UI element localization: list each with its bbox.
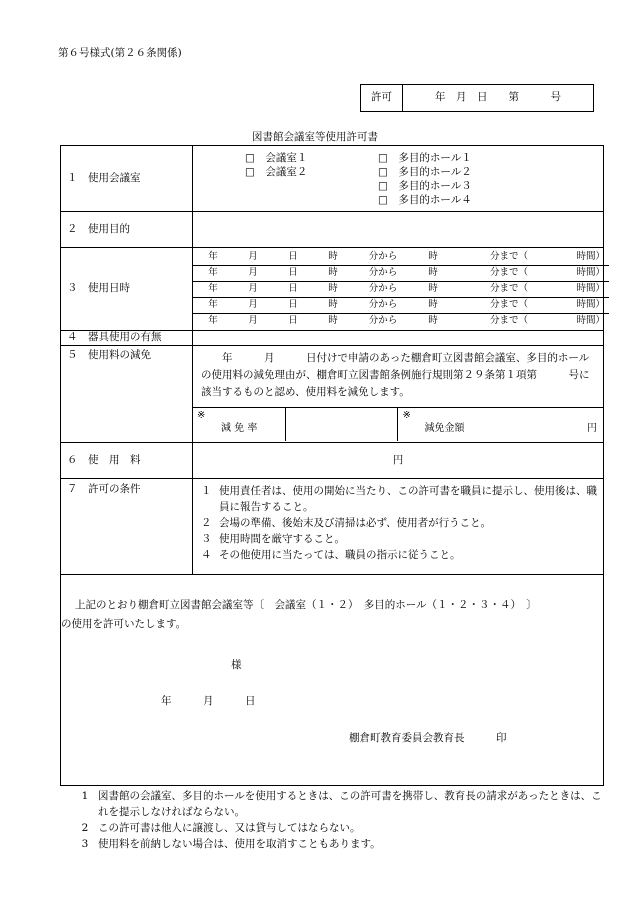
datetime-cell[interactable]: 日 — [288, 314, 298, 326]
document-title: 図書館会議室等使用許可書 — [252, 131, 378, 143]
condition-number: ３ — [201, 533, 212, 545]
reduction-label: ５ 使用料の減免 — [61, 346, 193, 443]
datetime-cell[interactable]: 時間） — [528, 250, 609, 266]
datetime-cell[interactable]: 月 — [233, 281, 273, 297]
note-item — [72, 788, 612, 820]
datetime-cell[interactable]: 時間） — [576, 314, 605, 326]
approval-section — [61, 575, 604, 786]
reduction-rate-label: 減 免 率 — [221, 423, 258, 434]
datetime-cell[interactable]: 分から — [353, 297, 413, 313]
fee-unit: 円 — [392, 453, 404, 466]
datetime-cell[interactable]: 分まで（ — [453, 281, 528, 297]
datetime-grid-cell — [193, 248, 604, 331]
datetime-cell[interactable]: 月 — [233, 297, 273, 313]
datetime-cell[interactable]: 日 — [273, 297, 313, 313]
datetime-cell[interactable]: 分まで（ — [453, 265, 528, 281]
room-label: １ 使用会議室 — [61, 146, 193, 212]
reduction-rate-mark: ※ — [197, 410, 206, 421]
datetime-row — [193, 265, 609, 281]
note-number: 3 — [81, 838, 89, 850]
condition-text: その他使用に当たっては、職員の指示に従うこと。 — [219, 549, 461, 561]
addressee-suffix: 様 — [231, 659, 242, 671]
room-options-col1 — [245, 151, 378, 207]
reduction-amount-cell — [398, 408, 603, 442]
datetime-cell[interactable]: 時 — [413, 265, 453, 281]
datetime-cell[interactable]: 時 — [413, 281, 453, 297]
condition-number: ４ — [201, 549, 212, 561]
equipment-field[interactable] — [193, 331, 604, 346]
condition-text: 会場の準備、後始末及び清掃は必ず、使用者が行うこと。 — [219, 517, 492, 529]
datetime-cell[interactable]: 時 — [428, 314, 438, 326]
condition-number: ２ — [201, 517, 212, 529]
condition-number: １ — [201, 485, 212, 497]
datetime-cell[interactable]: 時 — [413, 250, 453, 266]
datetime-cell[interactable]: 年 — [193, 281, 233, 297]
conditions-label: ７ 許可の条件 — [61, 479, 193, 575]
condition-item — [201, 531, 597, 547]
reduction-amount-mark: ※ — [402, 410, 411, 421]
datetime-cell[interactable]: 月 — [248, 314, 258, 326]
equipment-label: ４ 器具使用の有無 — [61, 331, 193, 346]
room-option-conference-1[interactable]: □ 会議室１ — [245, 151, 308, 164]
note-item — [72, 820, 612, 836]
datetime-cell[interactable]: 時 — [328, 314, 338, 326]
purpose-field[interactable] — [193, 212, 604, 248]
datetime-cell[interactable]: 年 — [208, 314, 218, 326]
datetime-cell[interactable]: 年 — [193, 297, 233, 313]
approval-statement-line2: の使用を許可いたします。 — [61, 618, 187, 630]
reduction-amount-label: 減免金額 — [424, 423, 465, 434]
datetime-row — [193, 297, 609, 313]
room-option-hall-1[interactable]: □ 多目的ホール１ — [378, 151, 472, 164]
datetime-cell[interactable]: 時 — [313, 297, 353, 313]
note-number: 1 — [81, 790, 89, 802]
condition-item — [201, 547, 597, 563]
reduction-grid — [193, 407, 603, 441]
room-options-col2 — [378, 151, 511, 207]
note-text: 使用料を前納しない場合は、使用を取消すこともあります。 — [98, 838, 381, 850]
issuer-seal: 棚倉町教育委員会教育長 印 — [349, 732, 507, 744]
datetime-cell[interactable]: 月 — [233, 265, 273, 281]
condition-text: 使用時間を厳守すること。 — [219, 533, 345, 545]
datetime-cell[interactable]: 日 — [273, 265, 313, 281]
datetime-row — [193, 313, 609, 329]
datetime-cell[interactable]: 時間） — [528, 265, 609, 281]
purpose-label: ２ 使用目的 — [61, 212, 193, 248]
datetime-cell[interactable]: 日 — [273, 281, 313, 297]
datetime-label: ３ 使用日時 — [61, 248, 193, 331]
reduction-rate-cell — [193, 408, 285, 442]
note-number: 2 — [81, 822, 89, 834]
datetime-cell[interactable]: 分から — [353, 281, 413, 297]
datetime-cell[interactable]: 時間） — [528, 281, 609, 297]
note-text: この許可書は他人に譲渡し、又は貸与してはならない。 — [98, 822, 361, 834]
datetime-cell[interactable]: 分から — [368, 314, 398, 326]
datetime-cell[interactable]: 分から — [353, 265, 413, 281]
room-option-conference-2[interactable]: □ 会議室２ — [245, 165, 308, 178]
room-options — [193, 146, 604, 212]
datetime-cell[interactable]: 時間） — [528, 297, 609, 313]
reduction-text: 年 月 日付けで申請のあった棚倉町立図書館会議室、多目的ホールの使用料の減免理由が、棚倉町立図書館条例施行規則第２９条第１項第 号に該当するものと認め、使用料を減免します。 — [201, 352, 590, 398]
datetime-cell[interactable]: 分まで（ — [489, 314, 528, 326]
datetime-row — [193, 250, 609, 266]
form-number: 第６号様式(第２６条関係) — [58, 47, 182, 59]
fee-field[interactable] — [193, 443, 604, 479]
permit-form-table — [60, 145, 604, 786]
datetime-row — [193, 281, 609, 297]
datetime-cell[interactable]: 年 — [193, 250, 233, 266]
room-option-hall-4[interactable]: □ 多目的ホール４ — [378, 193, 472, 206]
approval-statement-line1: 上記のとおり棚倉町立図書館会議室等〔 会議室（１・２） 多目的ホール（１・２・３・４） 〕 — [75, 599, 537, 611]
room-option-hall-3[interactable]: □ 多目的ホール３ — [378, 179, 472, 192]
conditions-cell — [193, 479, 604, 575]
datetime-cell[interactable]: 日 — [273, 250, 313, 266]
datetime-cell[interactable]: 時 — [413, 297, 453, 313]
permit-date-fields: 年 月 日 第 号 — [403, 85, 594, 112]
datetime-cell[interactable]: 分まで（ — [453, 250, 528, 266]
condition-item — [201, 483, 597, 515]
datetime-cell[interactable]: 月 — [233, 250, 273, 266]
datetime-cell[interactable]: 分から — [353, 250, 413, 266]
permit-box — [360, 84, 594, 112]
datetime-cell[interactable]: 時 — [313, 250, 353, 266]
notes-list — [72, 788, 612, 852]
note-text: 図書館の会議室、多目的ホールを使用するときは、この許可書を携帯し、教育長の請求があったときは、これを提示しなければならない。 — [98, 790, 602, 818]
reduction-rate-value[interactable] — [285, 408, 398, 442]
condition-text: 使用責任者は、使用の開始に当たり、この許可書を職員に提示し、使用後は、職員に報告すること。 — [219, 485, 597, 513]
datetime-grid — [193, 250, 609, 329]
room-option-hall-2[interactable]: □ 多目的ホール２ — [378, 165, 472, 178]
approval-date: 年 月 日 — [161, 695, 256, 707]
conditions-list — [193, 479, 603, 567]
reduction-cell — [193, 346, 604, 443]
datetime-cell[interactable]: 年 — [193, 265, 233, 281]
note-item — [72, 836, 612, 852]
datetime-cell[interactable]: 時 — [313, 281, 353, 297]
fee-label: ６ 使 用 料 — [61, 443, 193, 479]
datetime-cell[interactable]: 分まで（ — [453, 297, 528, 313]
permit-label: 許可 — [361, 85, 403, 112]
condition-item — [201, 515, 597, 531]
datetime-cell[interactable]: 時 — [313, 265, 353, 281]
reduction-amount-unit: 円 — [587, 423, 597, 434]
